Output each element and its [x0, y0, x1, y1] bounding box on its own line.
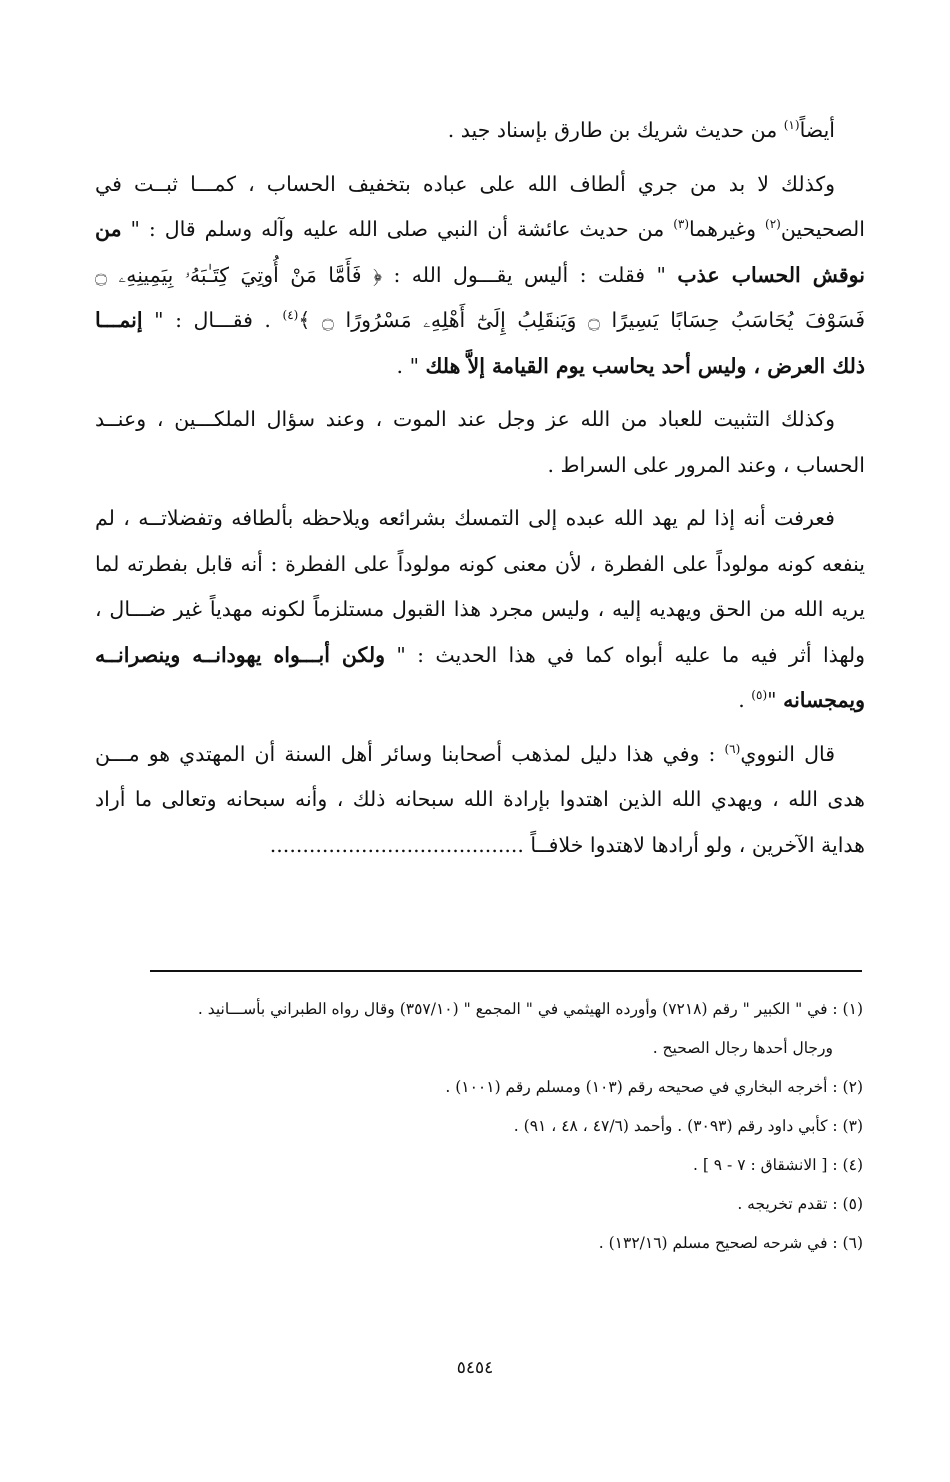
text-line: [95, 253, 865, 299]
bold-text: ولكن أبـــواه يهودانــه وينصرانــه: [95, 642, 386, 667]
footnote-marker: (٤): [282, 308, 299, 323]
text-run: " .: [396, 353, 426, 378]
text-line: [95, 542, 865, 588]
footnote: (٤) : [ الانشقاق : ٧ - ٩ ] .: [692, 1156, 863, 1174]
bold-text: نوقش الحساب عذب: [677, 262, 865, 287]
footnote-marker: (٢): [765, 217, 781, 232]
paragraph-gap: [95, 724, 865, 732]
text-run: قال النووي: [740, 741, 836, 766]
footnote-separator: [150, 970, 862, 972]
paragraph: [95, 496, 865, 724]
body-text: [95, 108, 865, 868]
footnote-marker: (٣): [673, 217, 690, 232]
footnote: (٥) : تقدم تخريجه .: [737, 1195, 863, 1213]
paragraph-gap: [95, 154, 865, 162]
text-run: الحساب ، وعند المرور على السراط .: [547, 452, 865, 477]
footnote-continuation: ورجال أحدها رجال الصحيح .: [652, 1039, 833, 1057]
text-line: [95, 207, 865, 253]
paragraph: [95, 108, 865, 154]
footnote: (٢) : أخرجه البخاري في صحيحه رقم (١٠٣) ومسلم رقم (١٠٠١) .: [445, 1078, 863, 1096]
text-line: [95, 496, 865, 542]
footnote: (١) : في " الكبير " رقم (٧٢١٨) وأورده الهيثمي في " المجمع " (٣٥٧/١٠) وقال رواه الطبراني بأســـانيد .: [197, 1000, 863, 1018]
text-line: [95, 344, 865, 390]
footnote-marker: (٥): [751, 688, 768, 703]
text-line: [95, 633, 865, 679]
page-number: ٥٤٥٤: [456, 1358, 494, 1378]
text-run: : وفي هذا دليل لمذهب أصحابنا وسائر أهل السنة أن المهتدي هو مـــن: [95, 741, 725, 766]
bold-text: ويمجسانه: [783, 688, 865, 712]
footnote-marker: (١): [783, 118, 800, 133]
text-run: من حديث عائشة أن النبي صلى الله عليه وآله وسلم قال : ": [121, 217, 674, 241]
text-run: وكذلك التثبيت للعباد من الله عز وجل عند الموت ، وعند سؤال الملكـــين ، وعنــد: [95, 407, 835, 431]
text-run: ينفعه كونه مولوداً على الفطرة ، لأن معنى كونه مولوداً على الفطرة : أنه قابل بفطرته لما: [95, 551, 865, 576]
footnote: (٣) : كأبي داود رقم (٣٠٩٣) . وأحمد (٤٧/٦ ، ٤٨ ، ٩١) .: [513, 1117, 863, 1135]
text-run: فعرفت أنه إذا لم يهد الله عبده إلى التمسك بشرائعه ويلاحظه بألطافه وتفضلاتــه ، لم: [95, 506, 835, 530]
text-run: هدى الله ، ويهدي الله الذين اهتدوا بإرادة الله سبحانه ذلك ، وأنه سبحانه وتعالى ما أراد: [95, 787, 865, 811]
paragraph: [95, 732, 865, 869]
paragraph: [95, 162, 865, 390]
text-run: من حديث شريك بن طارق بإسناد جيد .: [447, 118, 784, 142]
text-line: [95, 732, 865, 778]
text-line: [95, 587, 865, 633]
text-run: ": [767, 688, 784, 712]
text-run: الصحيحين: [780, 217, 865, 241]
footnote: (٦) : في شرحه لصحيح مسلم (١٣٢/١٦) .: [598, 1234, 863, 1252]
footnote-marker: (٦): [724, 741, 741, 756]
text-run: ولهذا أثر فيه ما عليه أبواه كما في هذا الحديث : ": [385, 642, 865, 667]
text-run: " فقلت : أليس يقـــول الله : ﴿ فَأَمَّا مَنْ أُوتِيَ كِتَـٰبَهُۥ بِيَمِينِهِۦ ۝: [95, 262, 678, 287]
bold-text: من: [95, 217, 122, 241]
text-line: [95, 678, 865, 724]
text-run: وغيرهما: [689, 217, 765, 241]
paragraph-gap: [95, 488, 865, 496]
paragraph-gap: [95, 389, 865, 397]
text-run: هداية الآخرين ، ولو أرادها لاهتدوا خلافــاً .......................................: [269, 832, 865, 857]
text-line: [95, 298, 865, 344]
text-run: يريه الله من الحق ويهديه إليه ، وليس مجرد هذا القبول مستلزماً لكونه مهدياً غير ضـــال ،: [95, 597, 865, 621]
bold-text: ذلك العرض ، وليس أحد يحاسب يوم القيامة إلاَّ هلك: [425, 353, 865, 378]
bold-text: إنمـــا: [95, 308, 143, 332]
text-line: [95, 443, 865, 489]
text-line: [95, 397, 865, 443]
text-run: أيضاً: [799, 118, 835, 142]
text-run: فَسَوْفَ يُحَاسَبُ حِسَابًا يَسِيرًا ۝ وَيَنقَلِبُ إِلَىٰٓ أَهْلِهِۦ مَسْرُورًا ۝ ﴾: [298, 308, 865, 332]
text-line: [95, 162, 865, 208]
text-run: . فقـــال : ": [142, 308, 283, 332]
text-run: .: [738, 688, 752, 712]
footnotes: [95, 990, 863, 1263]
text-line: [95, 777, 865, 823]
text-run: وكذلك لا بد من جري ألطاف الله على عباده بتخفيف الحساب ، كمـــا ثبــت في: [95, 171, 835, 196]
text-line: [95, 108, 865, 154]
paragraph: [95, 397, 865, 488]
text-line: [95, 823, 865, 869]
